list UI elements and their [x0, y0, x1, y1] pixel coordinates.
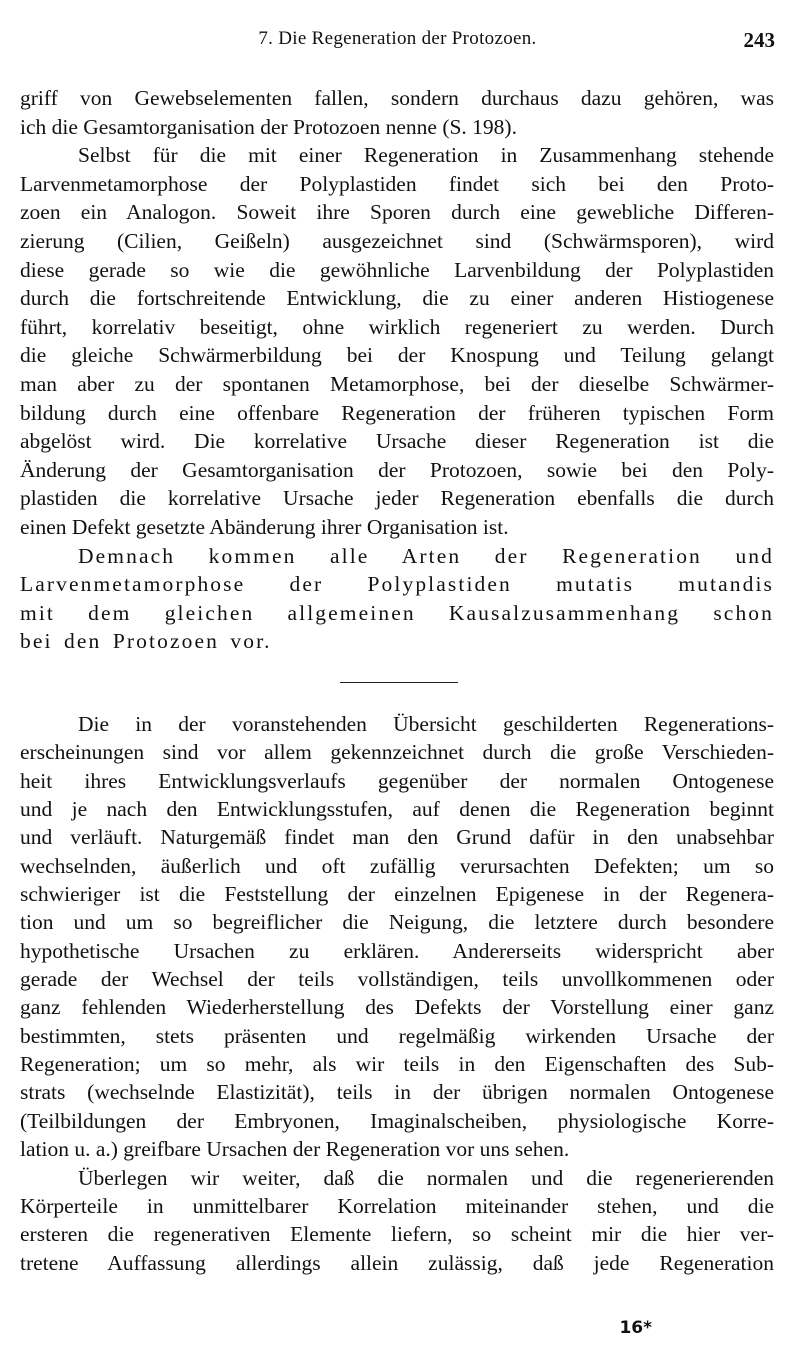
- text-line: griff von Gewebselementen fallen, sondern durchaus dazu gehören, was: [20, 86, 774, 110]
- text-line: Selbst für die mit einer Regeneration in Zusammenhang stehende: [78, 143, 774, 168]
- text-line: man aber zu der spontanen Metamorphose, bei der dieselbe Schwärmer-: [20, 371, 774, 396]
- text-line: erscheinungen sind vor allem gekennzeichnet durch die große Verschieden-: [20, 740, 774, 765]
- text-line: (Teilbildungen der Embryonen, Imaginalscheiben, physiologische Korre-: [20, 1108, 774, 1133]
- text-line: führt, korrelativ beseitigt, ohne wirklich regeneriert zu werden. Durch: [20, 314, 774, 339]
- text-line: die gleiche Schwärmerbildung bei der Knospung und Teilung gelangt: [20, 343, 774, 368]
- text-block-lower: [20, 710, 774, 1277]
- paragraph-5: [20, 1164, 774, 1277]
- text-line: zierung (Cilien, Geißeln) ausgezeichnet sind (Schwärmsporen), wird: [20, 228, 774, 253]
- text-line: bildung durch eine offenbare Regeneration der früheren typischen Form: [20, 400, 774, 425]
- text-line: strats (wechselnde Elastizität), teils in der übrigen normalen Ontogenese: [20, 1080, 774, 1105]
- text-line: ich die Gesamtorganisation der Protozoen nenne (S. 198).: [20, 114, 517, 139]
- text-line: Regeneration; um so mehr, als wir teils in den Eigenschaften des Sub-: [20, 1052, 774, 1077]
- text-line: bestimmten, stets präsenten und regelmäßig wirkenden Ursache der: [20, 1023, 774, 1048]
- paragraph-3-emphasized: [20, 542, 774, 656]
- text-line: Überlegen wir weiter, daß die normalen und die regenerierenden: [78, 1165, 774, 1190]
- text-line: Körperteile in unmittelbarer Korrelation miteinander stehen, und die: [20, 1193, 774, 1218]
- text-line: Larvenmetamorphose der Polyplastiden mutatis mutandis: [20, 572, 774, 597]
- paragraph-4: [20, 710, 774, 1164]
- section-divider: [340, 682, 458, 683]
- text-line: ersteren die regenerativen Elemente liefern, so scheint mir die hier ver-: [20, 1222, 774, 1247]
- text-line: wechselnden, äußerlich und oft zufällig verursachten Defekten; um so: [20, 853, 774, 878]
- paragraph-1: [20, 84, 774, 141]
- text-line: diese gerade so wie die gewöhnliche Larvenbildung der Polyplastiden: [20, 257, 774, 282]
- text-line: einen Defekt gesetzte Abänderung ihrer Organisation ist.: [20, 514, 509, 539]
- text-line: heit ihres Entwicklungsverlaufs gegenüber der normalen Ontogenese: [20, 768, 774, 793]
- text-line: tretene Auffassung allerdings allein zulässig, daß jede Regeneration: [20, 1250, 774, 1275]
- text-line: Änderung der Gesamtorganisation der Protozoen, sowie bei den Poly-: [20, 457, 774, 482]
- text-line: bei den Protozoen vor.: [20, 629, 272, 654]
- text-line: schwieriger ist die Feststellung der einzelnen Epigenese in der Regenera-: [20, 882, 774, 907]
- text-line: plastiden die korrelative Ursache jeder Regeneration ebenfalls die durch: [20, 486, 774, 511]
- text-line: tion und um so begreiflicher die Neigung, die letztere durch besondere: [20, 910, 774, 935]
- text-line: mit dem gleichen allgemeinen Kausalzusammenhang schon: [20, 600, 774, 625]
- text-line: zoen ein Analogon. Soweit ihre Sporen durch eine gewebliche Differen-: [20, 200, 774, 225]
- text-line: abgelöst wird. Die korrelative Ursache dieser Regeneration ist die: [20, 429, 774, 454]
- text-line: ganz fehlenden Wiederherstellung des Defekts der Vorstellung einer ganz: [20, 995, 774, 1020]
- running-title: 7. Die Regeneration der Protozoen.: [258, 28, 537, 49]
- text-line: lation u. a.) greifbare Ursachen der Regeneration vor uns sehen.: [20, 1137, 570, 1162]
- text-line: hypothetische Ursachen zu erklären. Andererseits widerspricht aber: [20, 938, 774, 963]
- printer-signature: 16*: [619, 1318, 652, 1338]
- paragraph-2: [20, 141, 774, 541]
- page-header: [20, 28, 775, 56]
- text-line: durch die fortschreitende Entwicklung, die zu einer anderen Histiogenese: [20, 286, 774, 311]
- text-line: und verläuft. Naturgemäß findet man den Grund dafür in den unabsehbar: [20, 825, 774, 850]
- page-number: 243: [743, 28, 775, 52]
- text-line: Demnach kommen alle Arten der Regeneration und: [78, 543, 774, 568]
- text-block-upper: [20, 84, 774, 656]
- text-line: Die in der voranstehenden Übersicht geschilderten Regenerations-: [78, 712, 774, 736]
- text-line: und je nach den Entwicklungsstufen, auf denen die Regeneration beginnt: [20, 797, 774, 822]
- text-line: gerade der Wechsel der teils vollständigen, teils unvollkommenen oder: [20, 967, 774, 992]
- text-line: Larvenmetamorphose der Polyplastiden findet sich bei den Proto-: [20, 171, 774, 196]
